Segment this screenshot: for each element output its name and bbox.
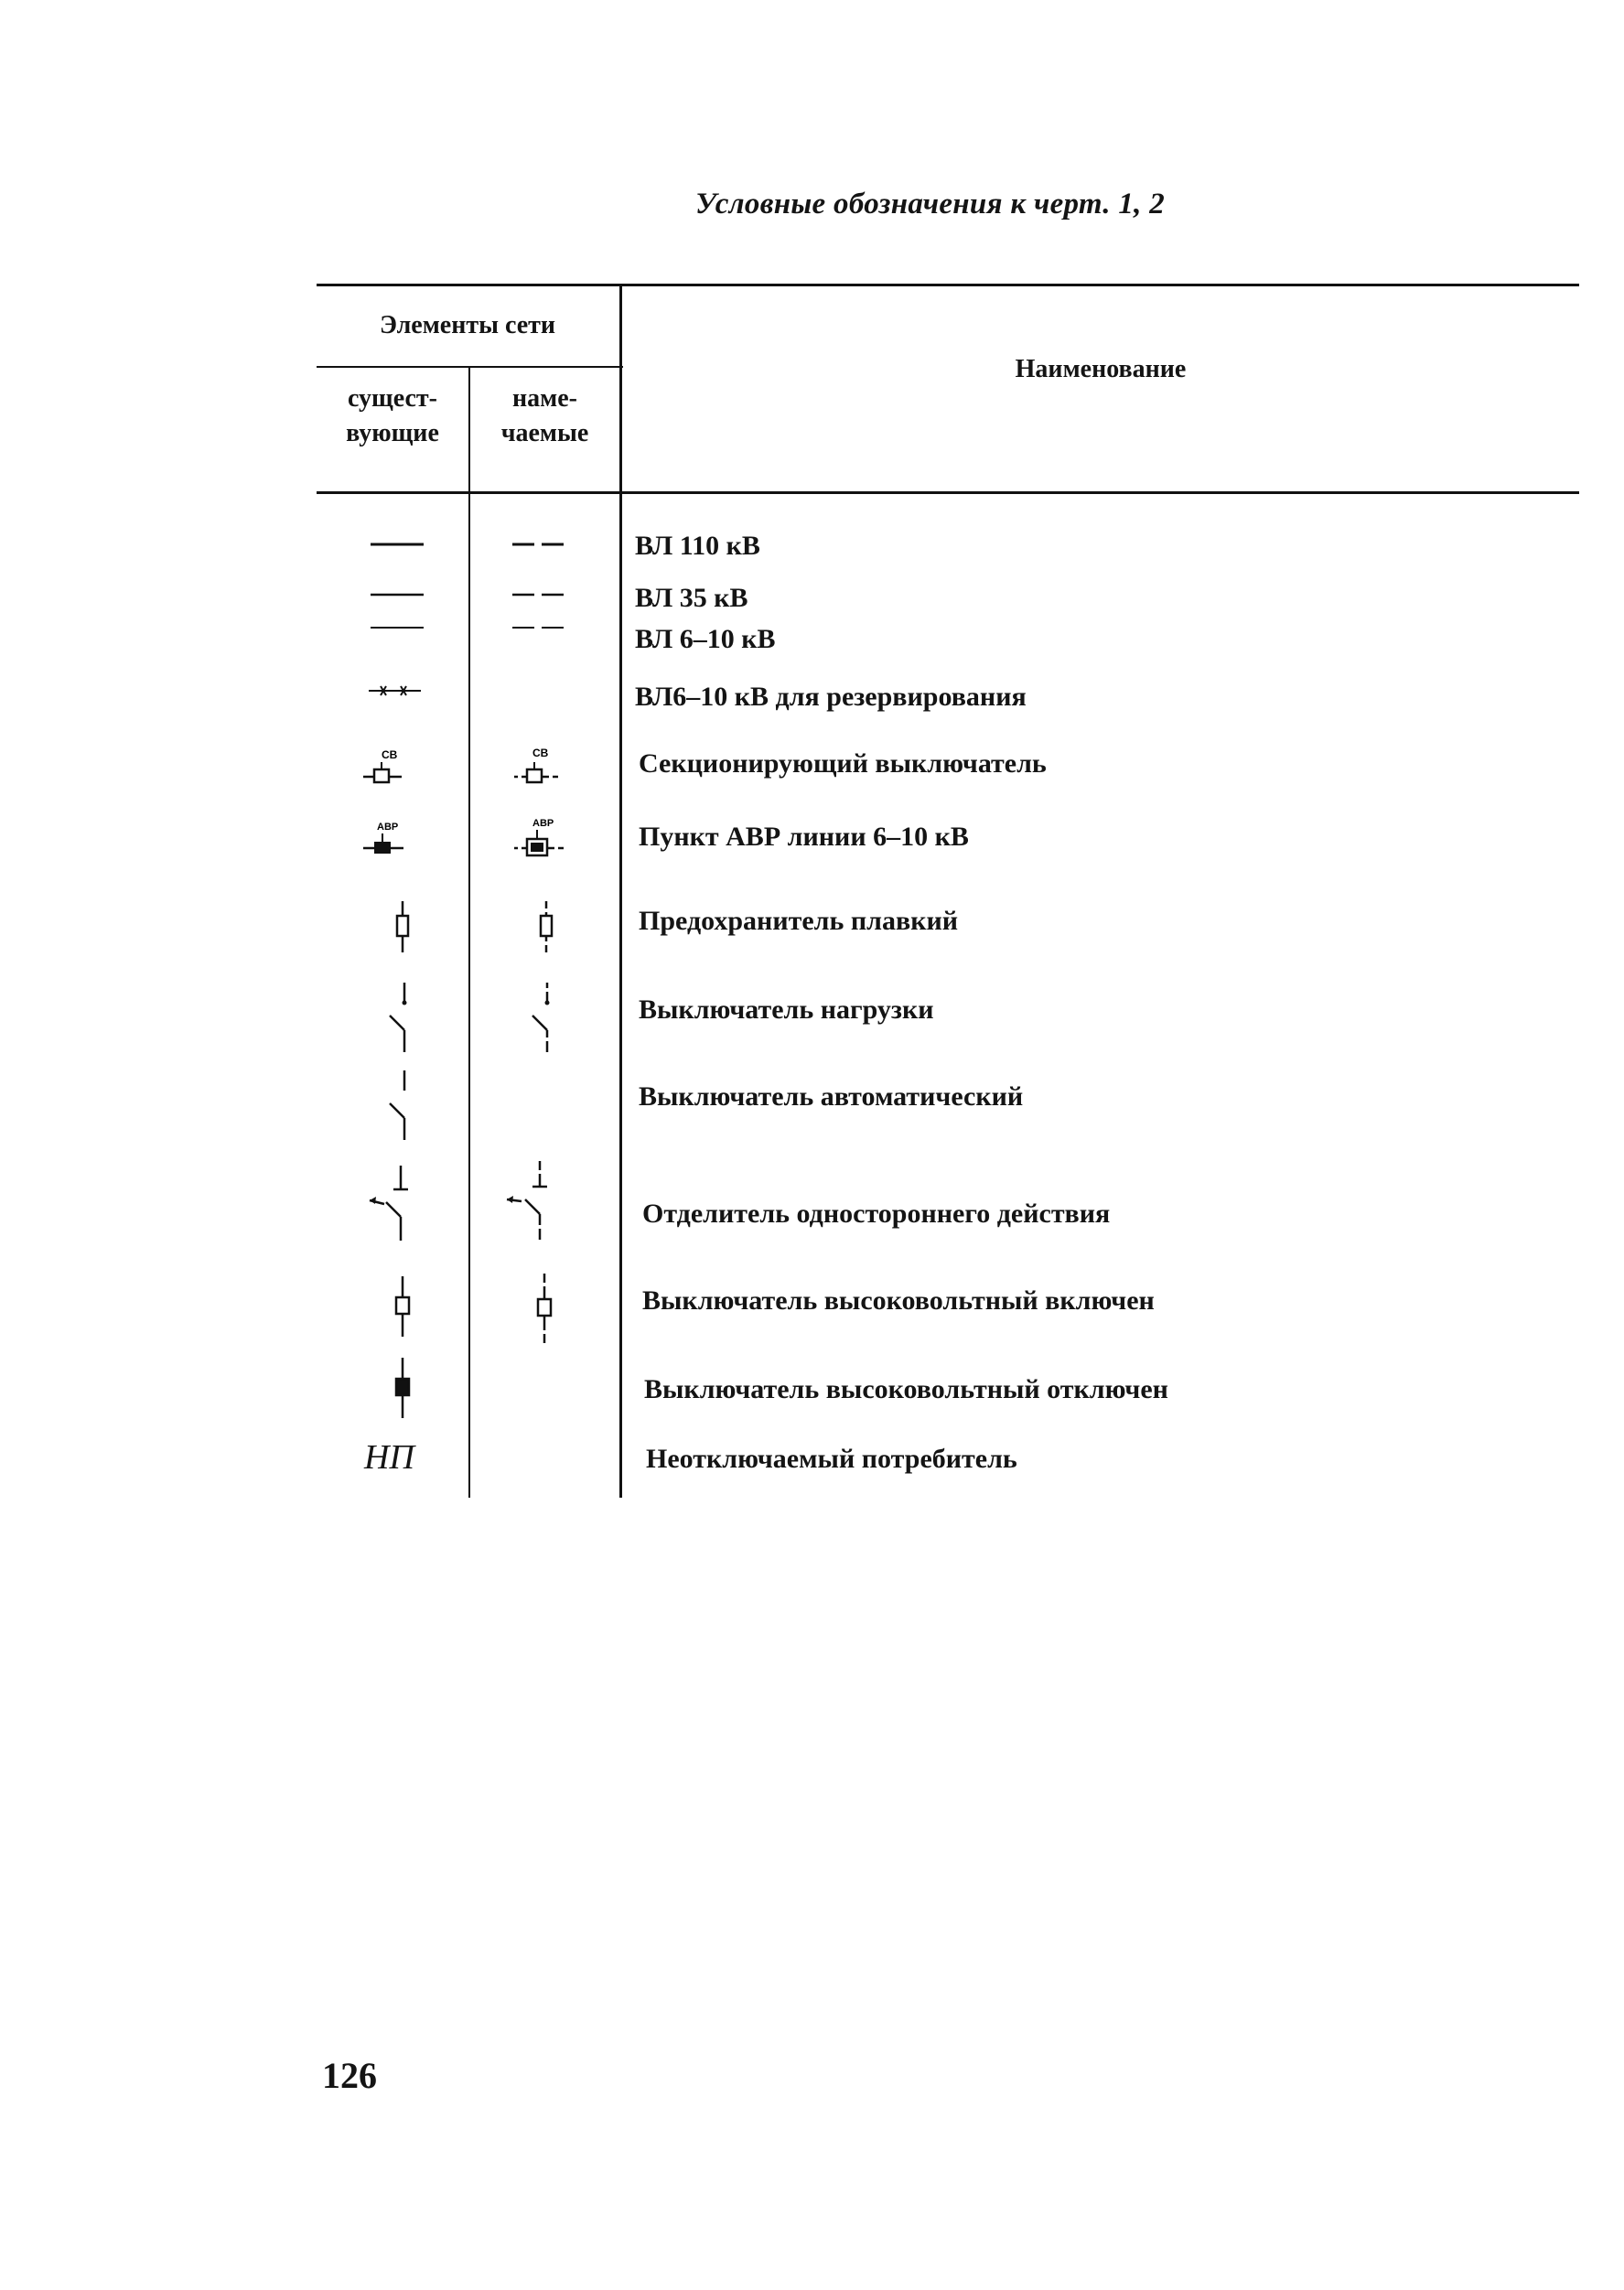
header-elements-group: Элементы сети (379, 311, 556, 339)
column-divider-name (619, 285, 622, 1498)
row-name-isolator: Отделитель одностороннего действия (642, 1199, 1111, 1229)
hv-switch-off-icon (389, 1356, 416, 1420)
row-name-vl6-10: ВЛ 6–10 кВ (635, 624, 776, 654)
dashed-line-icon (509, 535, 573, 554)
row-name-load-switch: Выключатель нагрузки (639, 994, 934, 1025)
row-name-hv-switch-off: Выключатель высоковольтный отключен (644, 1374, 1168, 1404)
non-disconnectable-consumer-label: НП (364, 1438, 414, 1477)
table-top-rule (317, 284, 1579, 286)
isolator-icon (503, 1157, 558, 1244)
row-name-vl110: ВЛ 110 кВ (635, 531, 760, 561)
solid-line-icon (366, 586, 430, 604)
row-name-sectional-switch: Секционирующий выключатель (639, 748, 1047, 779)
column-divider-existing-planned (468, 367, 470, 1498)
fuse-icon (532, 899, 560, 954)
hv-switch-on-icon (531, 1272, 558, 1345)
header-bottom-rule (317, 491, 1579, 494)
isolator-icon (366, 1162, 421, 1244)
fuse-icon (389, 899, 416, 954)
load-switch-icon (382, 981, 419, 1054)
hv-switch-on-icon (389, 1274, 416, 1339)
row-name-vl35: ВЛ 35 кВ (635, 583, 748, 613)
dashed-line-icon (509, 586, 573, 604)
header-planned: наме- чаемые (500, 384, 589, 447)
circuit-breaker-icon (382, 1069, 419, 1142)
row-name-hv-switch-on: Выключатель высоковольтный включен (642, 1285, 1155, 1316)
reserve-line-icon (364, 680, 428, 702)
avr-label: АВР (532, 818, 554, 829)
page-number: 126 (322, 2055, 377, 2096)
avr-point-icon (512, 813, 576, 861)
dashed-line-icon (509, 618, 573, 637)
sectional-switch-label: СВ (532, 747, 549, 759)
sectional-switch-label: СВ (382, 748, 398, 761)
avr-label: АВР (377, 822, 399, 833)
sectional-switch-icon (512, 744, 576, 788)
header-name: Наименование (1015, 355, 1187, 383)
row-name-vl-reserve: ВЛ6–10 кВ для резервирования (635, 682, 1027, 712)
solid-line-icon (366, 618, 430, 637)
row-name-fuse: Предохранитель плавкий (639, 906, 959, 936)
avr-point-icon (361, 817, 425, 861)
row-name-non-disconnectable: Неотключаемый потребитель (646, 1444, 1017, 1474)
load-switch-icon (525, 981, 562, 1054)
row-name-avr-point: Пункт АВР линии 6–10 кВ (639, 822, 969, 852)
table-caption: Условные обозначения к черт. 1, 2 (695, 188, 1166, 220)
header-existing: сущест- вующие (346, 384, 439, 447)
solid-line-icon (366, 535, 430, 554)
row-name-circuit-breaker: Выключатель автоматический (639, 1081, 1024, 1112)
sectional-switch-icon (361, 746, 425, 790)
